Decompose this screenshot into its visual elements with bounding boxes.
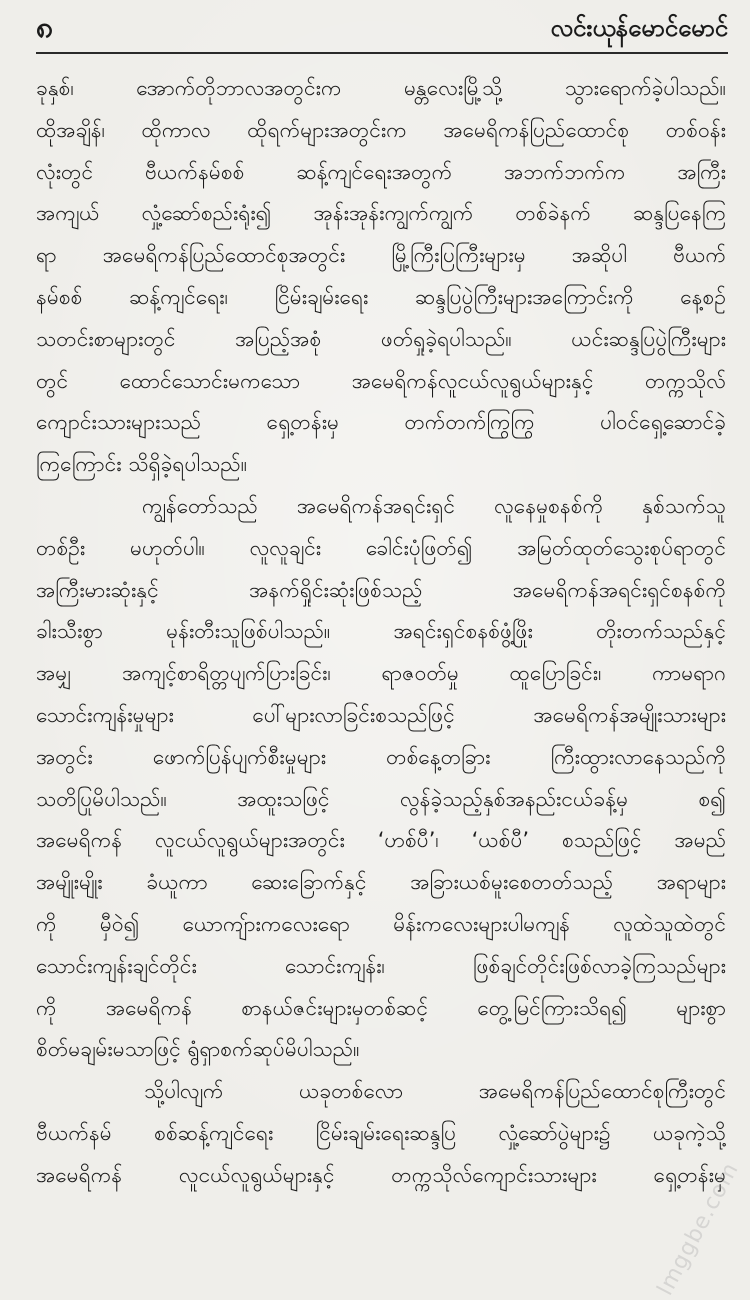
text-line: အမေရိကန် လူငယ်လူရွယ်များနှင့် တက္ကသိုလ်ကျောင်းသားများ ရှေ့တန်းမှ <box>36 1162 726 1187</box>
text-line: တစ်ဦး မဟုတ်ပါ။ လူလူချင်း ခေါင်းပုံဖြတ်၍ အမြတ်ထုတ်သွေးစုပ်ရာတွင် <box>36 535 726 560</box>
text-line: သောင်းကျန်းမှုများ ပေါ်များလာခြင်းစသည်ဖြင့် အမေရိကန်အမျိုးသားများ <box>36 702 726 727</box>
text-line: တွင် ထောင်သောင်းမကသော အမေရိကန်လူငယ်လူရွယ်များနှင့် တက္ကသိုလ် <box>36 368 726 393</box>
text-line: ကို မှီဝဲ၍ ယောကျ်ားကလေးရော မိန်းကလေးများပါမကျန် လူထဲသူထဲတွင် <box>36 911 726 936</box>
text-line: အကြီးမားဆုံးနှင့် အနက်ရှိုင်းဆုံးဖြစ်သည့် အမေရိကန်အရင်းရှင်စနစ်ကို <box>36 577 726 602</box>
text-line: အကျယ် လှုံ့ဆော်စည်းရုံး၍ အုန်းအုန်းကျွက်ကျွက် တစ်ခဲနက် ဆန္ဒပြနေကြ <box>36 201 726 226</box>
text-line: အမျိုးမျိုး ခံယူကာ ဆေးခြောက်နှင့် အခြားယစ်မူးစေတတ်သည့် အရာများ <box>36 870 726 895</box>
page-number: ၈ <box>36 10 54 45</box>
text-line: ဗီယက်နမ် စစ်ဆန့်ကျင်ရေး ငြိမ်းချမ်းရေးဆန္ဒပြ လှုံ့ဆော်ပွဲများ၌ ယခုကဲ့သို့ <box>36 1120 726 1145</box>
header-rule <box>36 52 728 54</box>
text-line: နမ်စစ် ဆန့်ကျင်ရေး၊ ငြိမ်းချမ်းရေး ဆန္ဒပြပွဲကြီးများအကြောင်းကို နေ့စဉ် <box>36 284 726 309</box>
text-line: ခုနှစ်၊ အောက်တိုဘာလအတွင်းက မန္တလေးမြို့သို့ သွားရောက်ခဲ့ပါသည်။ <box>36 76 726 100</box>
text-line: ကို အမေရိကန် စာနယ်ဇင်းများမှတစ်ဆင့် တွေ့မြင်ကြားသိရ၍ များစွာ <box>36 995 726 1020</box>
text-line: သို့ပါလျက် ယခုတစ်လော အမေရိကန်ပြည်ထောင်စုကြီးတွင် <box>144 1079 726 1104</box>
text-line: အတွင်း ဖောက်ပြန်ပျက်စီးမှုများ တစ်နေ့တခြား ကြီးထွားလာနေသည်ကို <box>36 744 726 769</box>
text-line: ကျောင်းသားများသည် ရှေ့တန်းမှ တက်တက်ကြွကြွ ပါဝင်ရှေ့ဆောင်ခဲ့ <box>36 410 726 435</box>
text-line: လုံးတွင် ဗီယက်နမ်စစ် ဆန့်ကျင်ရေးအတွက် အဘက်ဘက်က အကြီး <box>36 159 726 184</box>
paragraph-2 <box>36 486 726 1071</box>
text-line: ကျွန်တော်သည် အမေရိကန်အရင်းရှင် လူနေမှုစနစ်ကို နှစ်သက်သူ <box>142 493 726 518</box>
body-text <box>36 68 726 1197</box>
page-header <box>36 6 728 50</box>
watermark: lmggbe.com <box>652 1158 744 1300</box>
text-line: ထိုအချိန်၊ ထိုကာလ ထိုရက်များအတွင်းက အမေရိကန်ပြည်ထောင်စု တစ်ဝန်း <box>36 117 726 142</box>
text-line: အမေရိကန် လူငယ်လူရွယ်များအတွင်း ‘ဟစ်ပီ’၊ ‘ယစ်ပီ’ စသည်ဖြင့် အမည် <box>36 828 726 853</box>
text-line: ရာ အမေရိကန်ပြည်ထောင်စုအတွင်း မြို့ကြီးပြကြီးများမှ အဆိုပါ ဗီယက် <box>36 243 726 268</box>
text-line: ကြကြောင်း သိရှိခဲ့ရပါသည်။ <box>36 452 248 477</box>
paragraph-3 <box>36 1071 726 1196</box>
running-head-title: လင်းယုန်မောင်မောင် <box>550 14 728 42</box>
text-line: စိတ်မချမ်းမသာဖြင့် ရွံရှာစက်ဆုပ်မိပါသည်။ <box>36 1037 360 1062</box>
text-line: သောင်းကျန်းချင်တိုင်း သောင်းကျန်း၊ ဖြစ်ချင်တိုင်းဖြစ်လာခဲ့ကြသည်များ <box>36 953 726 978</box>
text-line: အမျှ အကျင့်စာရိတ္တပျက်ပြားခြင်း၊ ရာဇဝတ်မှု ထူပြောခြင်း၊ ကာမရာဂ <box>36 661 726 686</box>
paragraph-1 <box>36 68 726 486</box>
text-line: သတင်းစာများတွင် အပြည့်အစုံ ဖတ်ရှုခဲ့ရပါသည်။ ယင်းဆန္ဒပြပွဲကြီးများ <box>36 326 726 351</box>
text-line: ခါးသီးစွာ မုန်းတီးသူဖြစ်ပါသည်။ အရင်းရှင်စနစ်ဖွံ့ဖြိုး တိုးတက်သည်နှင့် <box>36 619 726 644</box>
text-line: သတိပြုမိပါသည်။ အထူးသဖြင့် လွန်ခဲ့သည့်နှစ်အနည်းငယ်ခန့်မှ စ၍ <box>36 786 726 811</box>
